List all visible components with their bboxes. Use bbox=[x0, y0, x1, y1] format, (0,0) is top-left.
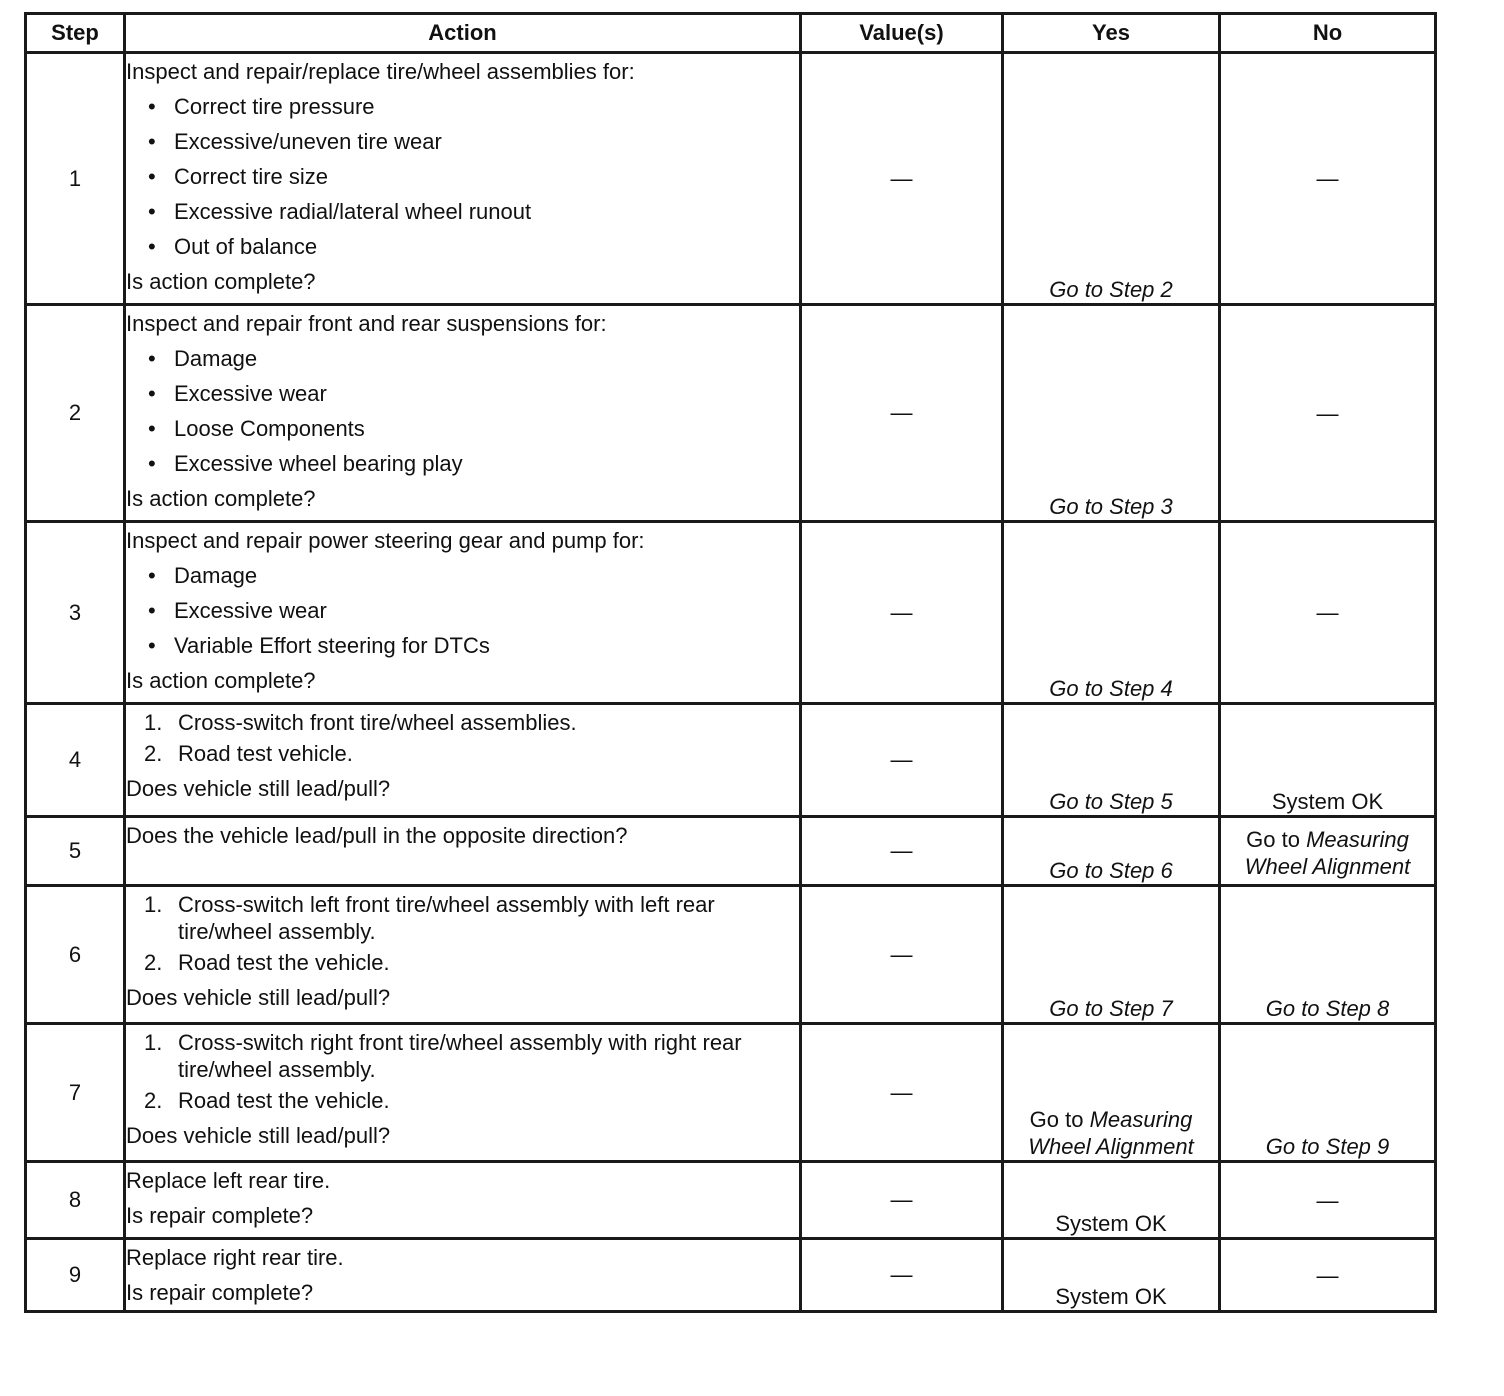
no-cell: — bbox=[1220, 53, 1436, 305]
action-question: Is repair complete? bbox=[126, 1203, 314, 1228]
step-number: 9 bbox=[26, 1239, 125, 1312]
numbered-item: 2. Road test the vehicle. bbox=[144, 1088, 390, 1113]
value-cell: — bbox=[801, 1024, 1003, 1162]
numbered-item: 2. Road test the vehicle. bbox=[144, 950, 390, 975]
wheel-alignment-link: Wheel Alignment bbox=[1244, 854, 1411, 879]
table-row bbox=[26, 522, 1436, 704]
table-row bbox=[26, 1239, 1436, 1312]
no-cell: Go to Step 9 bbox=[1220, 1024, 1436, 1162]
numbered-item: 1. Cross-switch right front tire/wheel assembly with right rear tire/wheel assembly. bbox=[144, 1030, 742, 1082]
header-values: Value(s) bbox=[801, 14, 1003, 53]
header-no: No bbox=[1220, 14, 1436, 53]
header-row bbox=[26, 14, 1436, 53]
table-row bbox=[26, 1024, 1436, 1162]
action-question: Does vehicle still lead/pull? bbox=[126, 776, 391, 801]
bullet-item: • Excessive radial/lateral wheel runout bbox=[148, 199, 532, 224]
value-cell: — bbox=[801, 53, 1003, 305]
table-row bbox=[26, 53, 1436, 305]
no-cell: — bbox=[1220, 522, 1436, 704]
action-cell bbox=[125, 886, 801, 1024]
diagnostic-table bbox=[24, 12, 1437, 1313]
numbered-item: 1. Cross-switch left front tire/wheel assembly with left rear tire/wheel assembly. bbox=[144, 892, 715, 944]
action-question: Is action complete? bbox=[126, 269, 316, 294]
step-number: 8 bbox=[26, 1162, 125, 1239]
value-cell: — bbox=[801, 704, 1003, 817]
action-cell bbox=[125, 305, 801, 522]
bullet-item: • Excessive wear bbox=[148, 381, 327, 406]
bullet-item: • Out of balance bbox=[148, 234, 318, 259]
bullet-item: • Damage bbox=[148, 346, 258, 371]
yes-cell bbox=[1003, 1024, 1220, 1162]
step-number: 5 bbox=[26, 817, 125, 886]
no-cell: Go to Step 8 bbox=[1220, 886, 1436, 1024]
yes-cell: Go to Step 5 bbox=[1003, 704, 1220, 817]
yes-cell: System OK bbox=[1003, 1162, 1220, 1239]
table-row bbox=[26, 886, 1436, 1024]
bullet-item: • Loose Components bbox=[148, 416, 365, 441]
measuring-link: Measuring bbox=[1089, 1107, 1193, 1132]
value-cell: — bbox=[801, 305, 1003, 522]
action-cell bbox=[125, 1239, 801, 1312]
yes-cell: Go to Step 4 bbox=[1003, 522, 1220, 704]
yes-cell: Go to Step 2 bbox=[1003, 53, 1220, 305]
action-question: Does vehicle still lead/pull? bbox=[126, 1123, 391, 1148]
step-number: 1 bbox=[26, 53, 125, 305]
bullet-item: • Correct tire size bbox=[148, 164, 329, 189]
measuring-link: Measuring bbox=[1306, 827, 1409, 852]
no-cell: — bbox=[1220, 1239, 1436, 1312]
action-question: Is repair complete? bbox=[126, 1280, 314, 1305]
bullet-item: • Excessive wheel bearing play bbox=[148, 451, 463, 476]
table-row bbox=[26, 817, 1436, 886]
bullet-item: • Excessive wear bbox=[148, 598, 327, 623]
step-number: 4 bbox=[26, 704, 125, 817]
value-cell: — bbox=[801, 1162, 1003, 1239]
action-question: Is action complete? bbox=[126, 668, 316, 693]
value-cell: — bbox=[801, 886, 1003, 1024]
action-intro: Replace left rear tire. bbox=[126, 1168, 331, 1193]
bullet-item: • Damage bbox=[148, 563, 258, 588]
no-cell: — bbox=[1220, 305, 1436, 522]
table-row bbox=[26, 704, 1436, 817]
header-step: Step bbox=[26, 14, 125, 53]
no-cell: — bbox=[1220, 1162, 1436, 1239]
action-cell bbox=[125, 817, 801, 886]
action-cell bbox=[125, 1024, 801, 1162]
action-cell bbox=[125, 522, 801, 704]
action-cell bbox=[125, 704, 801, 817]
header-yes: Yes bbox=[1003, 14, 1220, 53]
yes-cell: Go to Step 6 bbox=[1003, 817, 1220, 886]
no-cell: System OK bbox=[1220, 704, 1436, 817]
bullet-item: • Correct tire pressure bbox=[148, 94, 375, 119]
step-number: 2 bbox=[26, 305, 125, 522]
action-intro: Does the vehicle lead/pull in the opposite direction? bbox=[126, 823, 628, 848]
header-action: Action bbox=[125, 14, 801, 53]
step-number: 6 bbox=[26, 886, 125, 1024]
numbered-item: 2. Road test vehicle. bbox=[144, 741, 353, 766]
action-cell bbox=[125, 53, 801, 305]
step-number: 3 bbox=[26, 522, 125, 704]
action-intro: Inspect and repair power steering gear and pump for: bbox=[126, 528, 645, 553]
yes-prefix: Go to bbox=[1029, 1107, 1084, 1132]
no-prefix: Go to bbox=[1246, 827, 1300, 852]
action-question: Is action complete? bbox=[126, 486, 316, 511]
numbered-item: 1. Cross-switch front tire/wheel assemblies. bbox=[144, 710, 577, 735]
value-cell: — bbox=[801, 1239, 1003, 1312]
yes-cell: Go to Step 7 bbox=[1003, 886, 1220, 1024]
bullet-item: • Excessive/uneven tire wear bbox=[148, 129, 442, 154]
table-row bbox=[26, 305, 1436, 522]
action-intro: Inspect and repair front and rear suspensions for: bbox=[126, 311, 607, 336]
yes-cell: System OK bbox=[1003, 1239, 1220, 1312]
step-number: 7 bbox=[26, 1024, 125, 1162]
action-cell bbox=[125, 1162, 801, 1239]
yes-cell: Go to Step 3 bbox=[1003, 305, 1220, 522]
action-question: Does vehicle still lead/pull? bbox=[126, 985, 391, 1010]
value-cell: — bbox=[801, 817, 1003, 886]
table-row bbox=[26, 1162, 1436, 1239]
wheel-alignment-link: Wheel Alignment bbox=[1028, 1134, 1194, 1159]
action-intro: Inspect and repair/replace tire/wheel assemblies for: bbox=[126, 59, 635, 84]
no-cell bbox=[1220, 817, 1436, 886]
bullet-item: • Variable Effort steering for DTCs bbox=[148, 633, 490, 658]
action-intro: Replace right rear tire. bbox=[126, 1245, 344, 1270]
value-cell: — bbox=[801, 522, 1003, 704]
